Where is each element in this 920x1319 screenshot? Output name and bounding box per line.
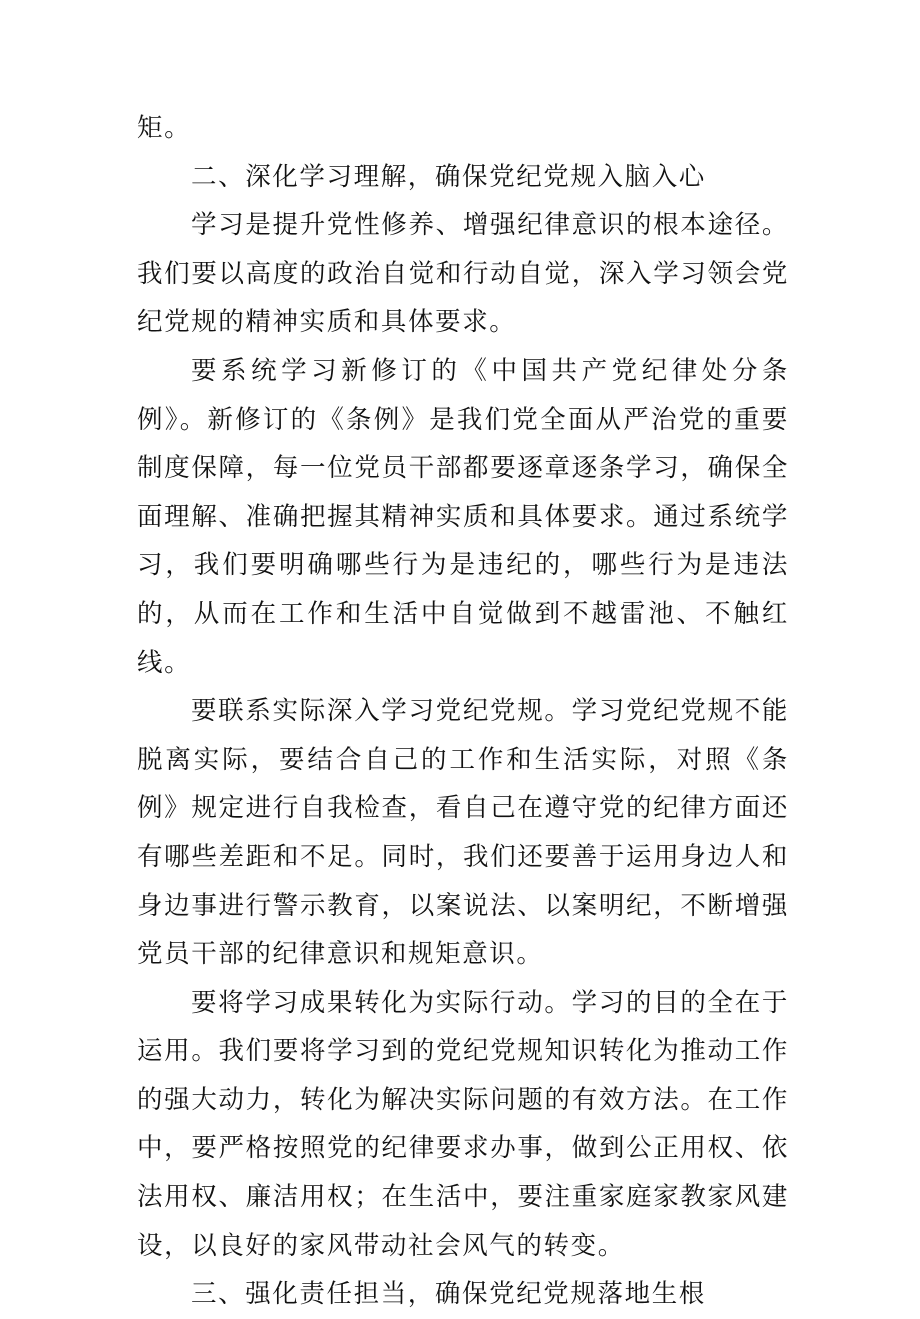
section-heading-2: 二、深化学习理解，确保党纪党规入脑入心 bbox=[191, 161, 706, 192]
carryover-text: 矩。 bbox=[137, 113, 192, 143]
paragraph-3: 要联系实际深入学习党纪党规。学习党纪党规不能脱离实际，要结合自己的工作和生活实际，对照《条例》规定进行自我检查，看自己在遵守党的纪律方面还有哪些差距和不足。同时，我们还要善于运用身边人和身边事进行警示教育，以案说法、以案明纪，不断增强党员干部的纪律意识和规矩意识。 bbox=[137, 696, 789, 970]
paragraph-1: 学习是提升党性修养、增强纪律意识的根本途径。我们要以高度的政治自觉和行动自觉，深入学习领会党纪党规的精神实质和具体要求。 bbox=[137, 210, 789, 338]
section-heading-3: 三、强化责任担当，确保党纪党规落地生根 bbox=[191, 1279, 706, 1310]
paragraph-4: 要将学习成果转化为实际行动。学习的目的全在于运用。我们要将学习到的党纪党规知识转化为推动工作的强大动力，转化为解决实际问题的有效方法。在工作中，要严格按照党的纪律要求办事，做到公正用权、依法用权、廉洁用权；在生活中，要注重家庭家教家风建设，以良好的家风带动社会风气的转变。 bbox=[137, 987, 789, 1261]
document-body bbox=[137, 104, 789, 1319]
paragraph-2: 要系统学习新修订的《中国共产党纪律处分条例》。新修订的《条例》是我们党全面从严治党的重要制度保障，每一位党员干部都要逐章逐条学习，确保全面理解、准确把握其精神实质和具体要求。通过系统学习，我们要明确哪些行为是违纪的，哪些行为是违法的，从而在工作和生活中自觉做到不越雷池、不触红线。 bbox=[137, 355, 789, 678]
